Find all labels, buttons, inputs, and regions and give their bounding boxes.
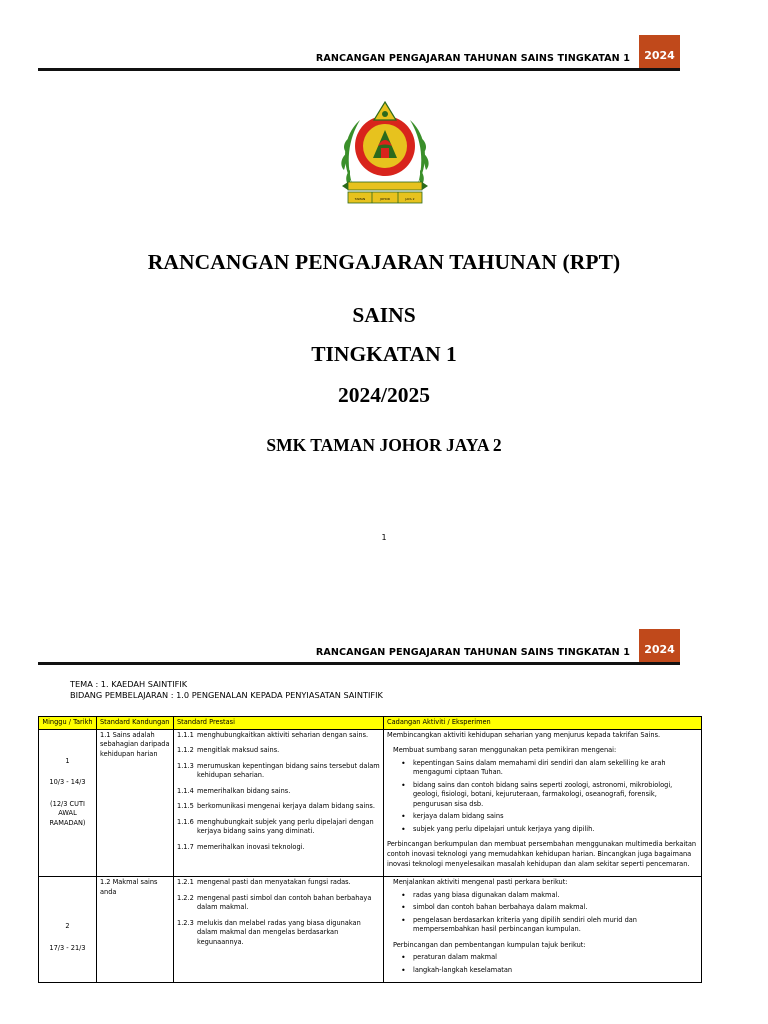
header-year-badge: 2024 (639, 35, 680, 68)
sp-item (177, 731, 380, 741)
week-cell (39, 877, 97, 983)
week-number: 1 (65, 756, 70, 765)
sp-text: menghubungkait subjek yang perlu dipelajari dengan kerjaya bidang sains yang diminati. (197, 817, 374, 836)
list-item: • subjek yang perlu dipelajari untuk kerjaya yang dipilih. (401, 825, 698, 835)
rpt-table (38, 716, 702, 983)
activity-outro: Perbincangan berkumpulan dan membuat persembahan menggunakan multimedia berkaitan contoh inovasi teknologi yang memudahkan kehidupan harian. Bincangkan juga bagaimana inovasi teknologi menyelesaikan masalah kehidupan dan alam sekitar seperti pencemaran. (387, 840, 697, 868)
th-activities: Cadangan Aktiviti / Eksperimen (384, 717, 702, 730)
header-year-badge-2: 2024 (639, 629, 680, 662)
sp-code: 1.1.3 (177, 761, 194, 770)
week-number: 2 (65, 922, 70, 931)
sp-text: mengenal pasti simbol dan contoh bahan berbahaya dalam makmal. (197, 893, 372, 912)
th-week: Minggu / Tarikh (39, 717, 97, 730)
cover-level: TINGKATAN 1 (311, 342, 457, 366)
sp-text: memerihalkan bidang sains. (197, 786, 291, 795)
activity-bullet-list-2 (387, 953, 698, 975)
crest-label-2: JOHOR (380, 197, 390, 201)
sp-text: mengenal pasti dan menyatakan fungsi radas. (197, 878, 351, 887)
sp-code: 1.2.2 (177, 893, 194, 902)
header-rule (38, 68, 680, 71)
activities-cell (384, 729, 702, 877)
school-crest (338, 100, 432, 214)
sp-text: mengitlak maksud sains. (197, 746, 280, 755)
sp-item (177, 878, 380, 888)
week-cell (39, 729, 97, 877)
th-standard-content: Standard Kandungan (97, 717, 174, 730)
header-title-2: RANCANGAN PENGAJARAN TAHUNAN SAINS TINGKATAN 1 (315, 647, 630, 658)
page-number: 1 (381, 533, 387, 542)
th-performance-standard: Standard Prestasi (174, 717, 384, 730)
table-header-row (39, 717, 702, 730)
crest-label-1: TAMAN (354, 197, 366, 201)
standard-content-cell: 1.1 Sains adalah sebahagian daripada kehidupan harian (97, 729, 174, 877)
sp-code: 1.1.5 (177, 802, 194, 811)
page-header-2 (38, 629, 680, 662)
page-header (38, 35, 680, 68)
sp-code: 1.1.6 (177, 817, 194, 826)
activity-lead: Membuat sumbang saran menggunakan peta pemikiran mengenai: (393, 746, 617, 755)
cover-session: 2024/2025 (338, 383, 430, 407)
sp-code: 1.1.1 (177, 730, 194, 739)
table-row (39, 729, 702, 877)
sp-item (177, 787, 380, 797)
cover-title: RANCANGAN PENGAJARAN TAHUNAN (RPT) (147, 250, 621, 274)
week-note: (12/3 CUTI AWAL RAMADAN) (49, 799, 86, 827)
performance-standard-cell (174, 877, 384, 983)
week-date: 17/3 - 21/3 (49, 943, 86, 952)
activity-lead: Menjalankan aktiviti mengenal pasti perkara berikut: (393, 878, 568, 887)
cover-subject: SAINS (352, 303, 416, 327)
learning-field-line: BIDANG PEMBELAJARAN : 1.0 PENGENALAN KEPADA PENYIASATAN SAINTIFIK (70, 690, 383, 700)
school-crest-icon (338, 100, 432, 214)
list-item: • pengelasan berdasarkan kriteria yang dipilih sendiri oleh murid dan mempersembahkan hasil perbincangan kumpulan. (401, 916, 698, 935)
activity-intro: Membincangkan aktiviti kehidupan seharian yang menjurus kepada takrifan Sains. (387, 730, 661, 739)
list-item: • bidang sains dan contoh bidang sains seperti zoologi, astronomi, mikrobiologi, geologi, fisiologi, botani, kejuruteraan, farmakologi, oseanografi, forensik, pengurusan sisa dsb. (401, 781, 698, 810)
table-row (39, 877, 702, 983)
list-item: • radas yang biasa digunakan dalam makmal. (401, 891, 698, 901)
activities-cell (384, 877, 702, 983)
standard-content-cell: 1.2 Makmal sains anda (97, 877, 174, 983)
sp-item (177, 746, 380, 756)
sp-item (177, 818, 380, 837)
sp-text: merumuskan kepentingan bidang sains tersebut dalam kehidupan seharian. (197, 761, 380, 780)
list-item: • kepentingan Sains dalam memahami diri sendiri dan alam sekeliling ke arah mengagumi ciptaan Tuhan. (401, 759, 698, 778)
sp-text: memerihalkan inovasi teknologi. (197, 842, 305, 851)
list-item: • peraturan dalam makmal (401, 953, 698, 963)
sp-code: 1.2.3 (177, 918, 194, 927)
performance-standard-cell (174, 729, 384, 877)
sp-code: 1.1.7 (177, 842, 194, 851)
list-item: • langkah-langkah keselamatan (401, 966, 698, 976)
header-title: RANCANGAN PENGAJARAN TAHUNAN SAINS TINGKATAN 1 (315, 53, 630, 64)
crest-label-3: JAYA 2 (405, 197, 415, 201)
sp-text: menghubungkaitkan aktiviti seharian dengan sains. (197, 730, 369, 739)
theme-line: TEMA : 1. KAEDAH SAINTIFIK (70, 679, 188, 689)
sp-item (177, 802, 380, 812)
sp-item (177, 762, 380, 781)
activity-lead-2: Perbincangan dan pembentangan kumpulan tajuk berikut: (393, 940, 586, 949)
list-item: • kerjaya dalam bidang sains (401, 812, 698, 822)
sp-text: berkomunikasi mengenai kerjaya dalam bidang sains. (197, 802, 375, 811)
sp-code: 1.1.2 (177, 746, 194, 755)
sp-item (177, 919, 380, 948)
sp-item (177, 894, 380, 913)
sp-text: melukis dan melabel radas yang biasa digunakan dalam makmal dan mengelas berdasarkan kegunaannya. (197, 918, 361, 946)
sp-code: 1.2.1 (177, 878, 194, 887)
sp-code: 1.1.4 (177, 786, 194, 795)
week-date: 10/3 - 14/3 (49, 778, 86, 787)
header-rule-2 (38, 662, 680, 665)
activity-bullet-list (387, 891, 698, 935)
cover-school: SMK TAMAN JOHOR JAYA 2 (266, 435, 502, 455)
sp-item (177, 843, 380, 853)
list-item: • simbol dan contoh bahan berbahaya dalam makmal. (401, 903, 698, 913)
activity-bullet-list (387, 759, 698, 835)
